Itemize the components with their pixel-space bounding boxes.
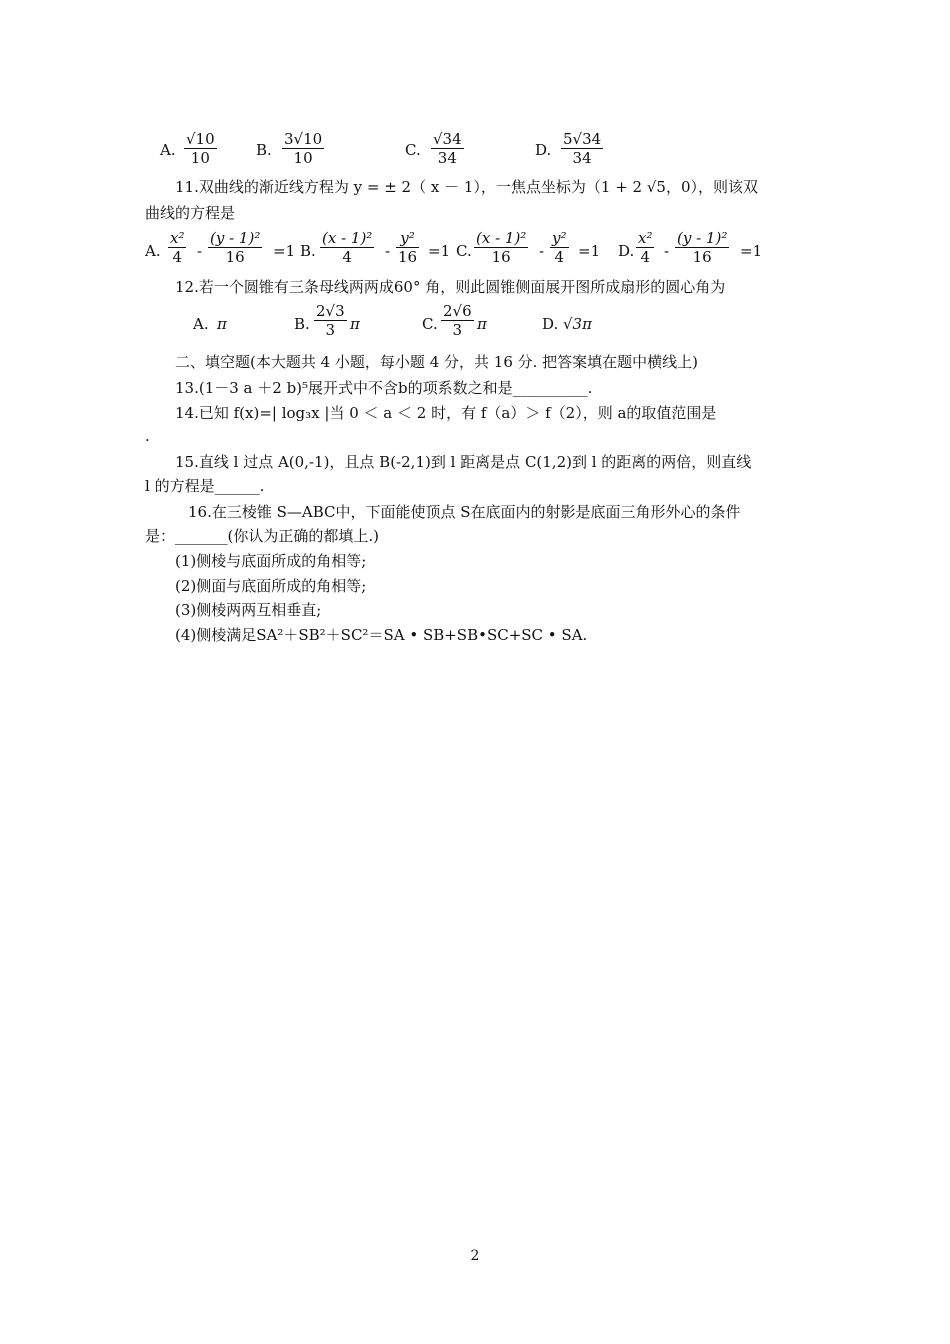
q11-d-frac1-den: 4 [636,247,654,266]
q12-b-num: 2√3 [316,302,345,320]
q10-option-a-label: A. [160,141,176,159]
q11-c-frac1 [474,229,528,266]
q11-b-minus: - [385,242,391,260]
q11-option-b-label: B. [300,242,316,260]
page-number: 2 [470,1248,480,1264]
q11-a-equals: =1 [273,242,296,260]
section2-heading: 二、填空题(本大题共 4 小题，每小题 4 分，共 16 分. 把答案填在题中横线上) [175,353,699,371]
q10-option-d-denominator: 34 [561,148,603,167]
q11-a-frac1-den: 4 [168,247,186,266]
q11-a-frac1 [168,229,186,266]
q11-b-frac2 [396,229,419,266]
q11-option-c-label: C. [456,242,472,260]
q11-a-frac2-den: 16 [208,247,262,266]
q10-option-d-numerator: 5√34 [563,130,602,148]
q11-c-minus: - [539,242,545,260]
q11-a-frac2-num: (y - 1)² [210,229,261,247]
q14-line2: . [145,427,150,445]
q11-option-a-label: A. [145,242,161,260]
q10-option-a-numerator: √10 [186,130,215,148]
q16-option1: (1)侧棱与底面所成的角相等; [175,552,367,570]
q10-option-c-numerator: √34 [433,130,462,148]
q11-b-frac2-num: y² [400,229,415,247]
q12-option-d-label: D. [542,315,559,333]
q16-option4: (4)侧棱满足SA²＋SB²＋SC²＝SA • SB+SB•SC+SC • SA. [175,626,588,644]
q12-b-den: 3 [314,320,347,339]
q14-line1: 14.已知 f(x)=| log₃x |当 0 ＜ a ＜ 2 时，有 f（a）＞ f（2），则 a的取值范围是 [175,404,717,422]
q10-option-b-label: B. [256,141,272,159]
q12-option-b-fraction [314,302,347,339]
q10-option-d-label: D. [535,141,552,159]
q10-option-a-fraction [184,130,217,167]
q11-c-frac2-num: y² [552,229,567,247]
q11-b-frac1-num: (x - 1)² [322,229,373,247]
q15-line1: 15.直线 l 过点 A(0,-1)，且点 B(-2,1)到 l 距离是点 C(1,2)到 l 的距离的两倍，则直线 [175,453,752,471]
q11-c-frac2 [550,229,569,266]
q11-stem-line1: 11.双曲线的渐近线方程为 y = ± 2（ x － 1），一焦点坐标为（1 + 2 √5，0），则该双 [175,178,758,196]
q12-option-c-fraction [441,302,474,339]
q10-option-c-label: C. [405,141,421,159]
q11-a-frac1-num: x² [170,229,185,247]
q12-c-den: 3 [441,320,474,339]
q16-option3: (3)侧棱两两互相垂直; [175,601,322,619]
q10-option-a-denominator: 10 [184,148,217,167]
q12-option-c-label: C. [422,315,438,333]
q12-option-a-label: A. [193,315,209,333]
q12-option-b-pi: π [350,315,360,333]
q10-option-b-numerator: 3√10 [284,130,323,148]
q11-b-frac1 [320,229,374,266]
q11-c-frac2-den: 4 [550,247,569,266]
q16-line2: 是：_______(你认为正确的都填上.) [145,527,379,545]
q10-option-c-denominator: 34 [431,148,464,167]
q10-option-d-fraction [561,130,603,167]
q11-b-frac1-den: 4 [320,247,374,266]
q11-d-frac1-num: x² [638,229,653,247]
q12-option-b-label: B. [294,315,310,333]
q11-d-equals: =1 [740,242,763,260]
q12-option-a-value: π [217,315,227,333]
q12-option-d-value: √3π [563,315,592,333]
q16-option2: (2)侧面与底面所成的角相等; [175,577,367,595]
q11-option-d-label: D. [618,242,635,260]
q11-d-frac2-num: (y - 1)² [677,229,728,247]
q11-stem-line2: 曲线的方程是 [145,204,236,222]
q11-d-frac2-den: 16 [675,247,729,266]
q12-c-num: 2√6 [443,302,472,320]
q13-text: 13.(1－3 a ＋2 b)⁵展开式中不含b的项系数之和是__________. [175,379,593,397]
q11-a-frac2 [208,229,262,266]
q10-option-b-denominator: 10 [282,148,324,167]
q11-b-equals: =1 [428,242,451,260]
q11-d-frac2 [675,229,729,266]
q11-c-equals: =1 [578,242,601,260]
q11-c-frac1-den: 16 [474,247,528,266]
q11-a-minus: - [197,242,203,260]
q10-option-c-fraction [431,130,464,167]
q15-line2: l 的方程是______. [145,477,265,495]
q11-d-frac1 [636,229,654,266]
q16-line1: 16.在三棱锥 S—ABC中，下面能使顶点 S在底面内的射影是底面三角形外心的条件 [188,503,741,521]
q11-b-frac2-den: 16 [398,248,418,266]
q12-option-c-pi: π [477,315,487,333]
q11-c-frac1-num: (x - 1)² [476,229,527,247]
q11-d-minus: - [664,242,670,260]
q10-option-b-fraction [282,130,324,167]
q12-stem: 12.若一个圆锥有三条母线两两成60° 角，则此圆锥侧面展开图所成扇形的圆心角为 [175,278,726,296]
